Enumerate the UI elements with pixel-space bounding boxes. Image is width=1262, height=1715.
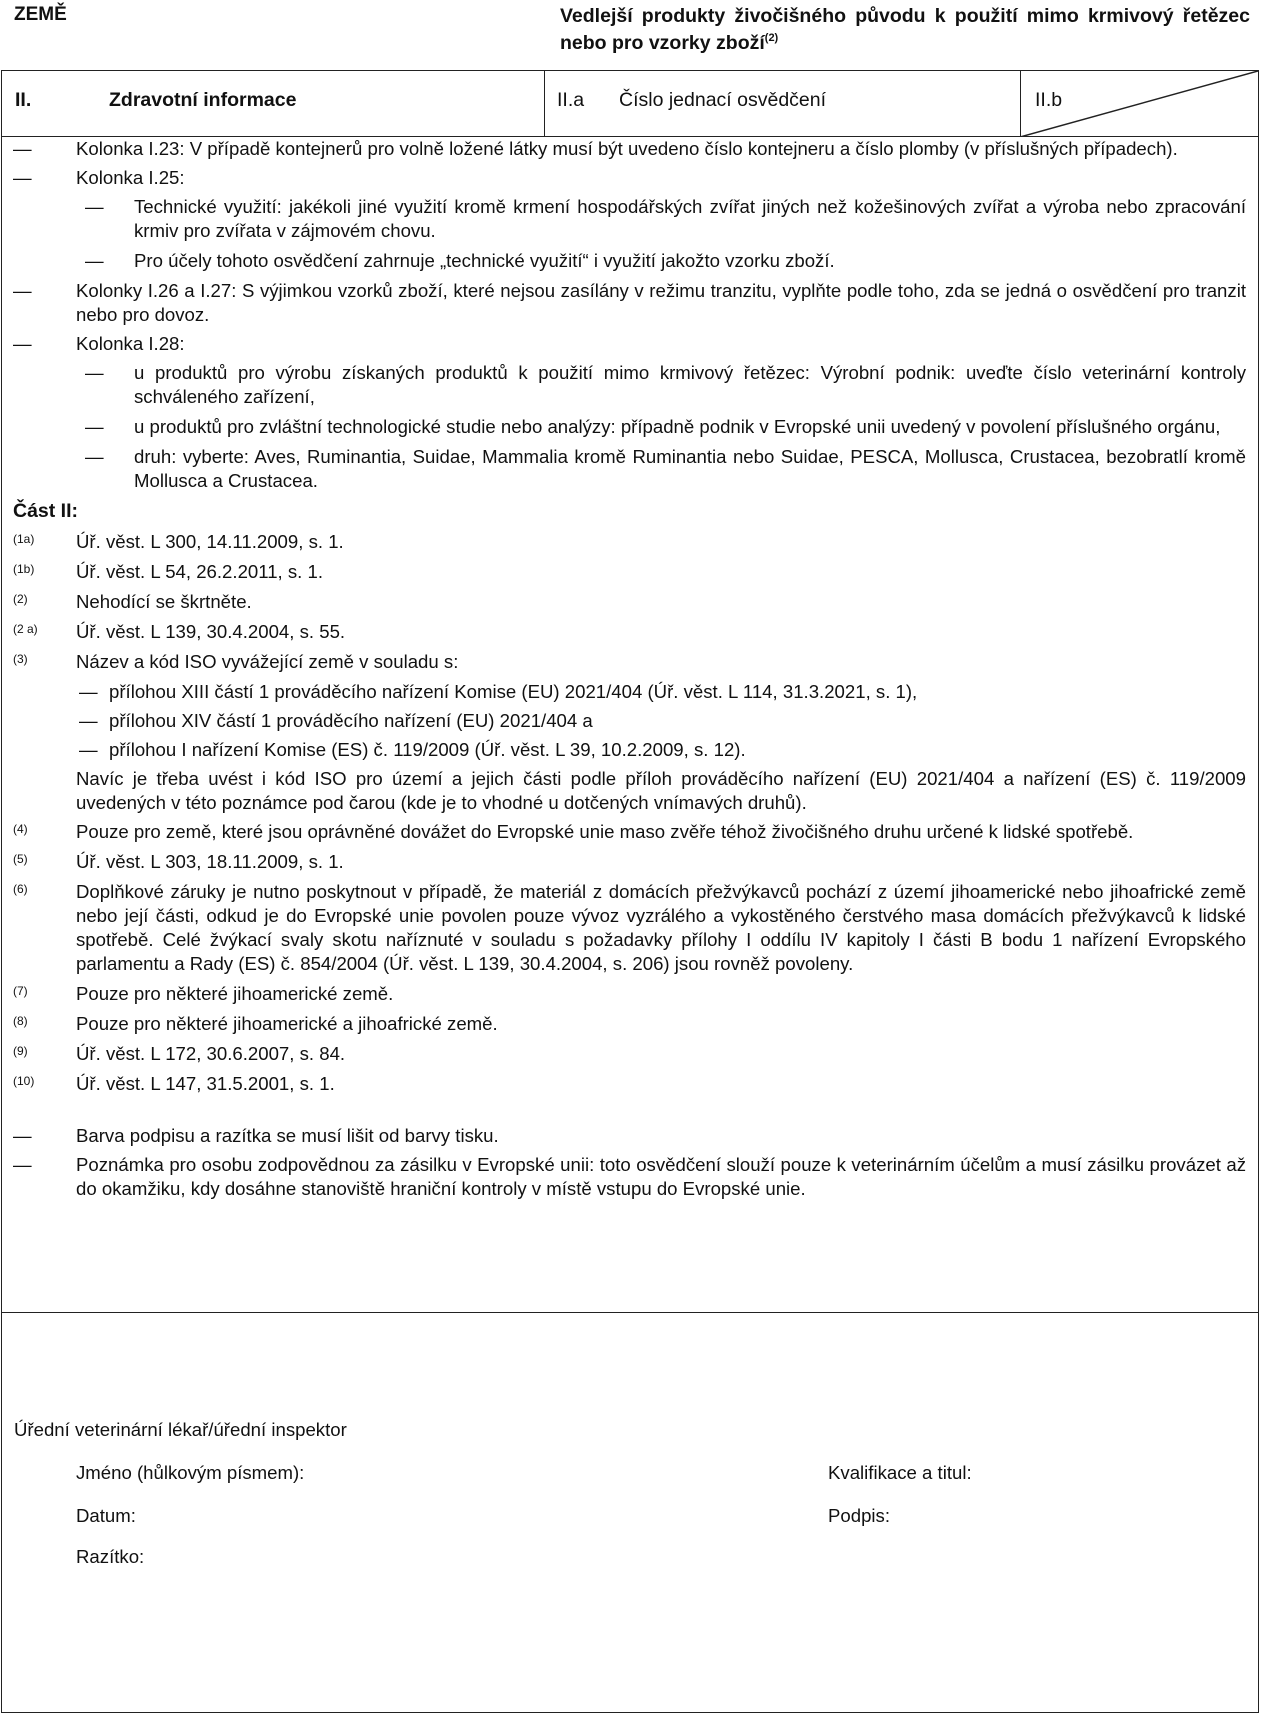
- footnote-subitem: — přílohou I nařízení Komise (ES) č. 119/2009 (Úř. věst. L 39, 10.2.2009, s. 12).: [79, 739, 746, 760]
- signature-section-top-line: [2, 1312, 1258, 1313]
- date-label: Datum:: [76, 1505, 136, 1526]
- list-subitem: — Pro účely tohoto osvědčení zahrnuje „technické využití“ i využití jakožto vzorku zboží.: [85, 250, 835, 271]
- footnote: (9) Úř. věst. L 172, 30.6.2007, s. 84.: [13, 1043, 346, 1064]
- footnote-continuation: Navíc je třeba uvést i kód ISO pro území a jejich části podle příloh prováděcího nařízení (EU) 2021/404 a nařízení (ES) č. 119/2009 uvedených v této poznámce pod čarou (kde je to vhodné u dotčených vnímavých druhů).: [76, 768, 1246, 813]
- footnote: (1b) Úř. věst. L 54, 26.2.2011, s. 1.: [13, 561, 324, 582]
- footnote: (8) Pouze pro některé jihoamerické a jihoafrické země.: [13, 1013, 498, 1034]
- title-note-ref: (2): [764, 32, 779, 44]
- section-b-label: II.b: [1035, 89, 1063, 111]
- list-item: — Kolonka I.25:: [13, 167, 185, 188]
- reference-number-label: II.a: [557, 89, 585, 111]
- stamp-label: Razítko:: [76, 1546, 145, 1567]
- list-subitem: — Technické využití: jakékoli jiné využití kromě krmení hospodářských zvířat jiných než kožešinových zvířat a výroba nebo zpracování krmiv pro zvířata v zájmovém chovu.: [85, 196, 1246, 241]
- qualification-label: Kvalifikace a titul:: [828, 1462, 972, 1483]
- title-text: Vedlejší produkty živočišného původu k použití mimo krmivový řetězec nebo pro vzorky zboží: [560, 5, 1250, 54]
- footnote: (2 a) Úř. věst. L 139, 30.4.2004, s. 55.: [13, 621, 346, 642]
- list-subitem: — u produktů pro výrobu získaných produktů k použití mimo krmivový řetězec: Výrobní podnik: uveďte číslo veterinární kontroly schváleného zařízení,: [85, 362, 1246, 407]
- section-label: Zdravotní informace: [109, 89, 297, 111]
- footnote-subitem: — přílohou XIV částí 1 prováděcího nařízení (EU) 2021/404 a: [79, 710, 593, 731]
- footnote: (10) Úř. věst. L 147, 31.5.2001, s. 1.: [13, 1073, 335, 1094]
- document-title: [560, 3, 1250, 57]
- footnote: (1a) Úř. věst. L 300, 14.11.2009, s. 1.: [13, 531, 344, 552]
- footnote-subitem: — přílohou XIII částí 1 prováděcího nařízení Komise (EU) 2021/404 (Úř. věst. L 114, 31.3.2021, s. 1),: [79, 681, 918, 702]
- name-label: Jméno (hůlkovým písmem):: [76, 1462, 305, 1483]
- notes-content: [13, 137, 1246, 1206]
- list-item: — Kolonka I.28:: [13, 333, 185, 354]
- footnote: (2) Nehodící se škrtněte.: [13, 591, 252, 612]
- country-label: ZEMĚ: [14, 4, 67, 25]
- section-number: II.: [15, 89, 32, 111]
- part-title: Část II:: [13, 500, 79, 522]
- list-item: — Barva podpisu a razítka se musí lišit od barvy tisku.: [13, 1125, 499, 1146]
- divider-vertical-1: [544, 71, 545, 137]
- footnote: (5) Úř. věst. L 303, 18.11.2009, s. 1.: [13, 851, 344, 872]
- signature-title: Úřední veterinární lékař/úřední inspektor: [14, 1419, 347, 1440]
- reference-label: Číslo jednací osvědčení: [619, 89, 827, 111]
- list-item: — Kolonka I.23: V případě kontejnerů pro volně ložené látky musí být uvedeno číslo kontejneru a číslo plomby (v příslušných případech).: [13, 138, 1178, 159]
- list-subitem: — u produktů pro zvláštní technologické studie nebo analýzy: případně podnik v Evropské unii uvedený v povolení příslušného orgánu,: [85, 416, 1221, 437]
- list-item: — Poznámka pro osobu zodpovědnou za zásilku v Evropské unii: toto osvědčení slouží pouze k veterinárním účelům a musí zásilku provázet až do okamžiku, kdy dosáhne stanoviště hraniční kontroly v místě vstupu do Evropské unie.: [13, 1154, 1246, 1199]
- footnote: (3) Název a kód ISO vyvážející země v souladu s:: [13, 651, 459, 672]
- list-subitem: — druh: vyberte: Aves, Ruminantia, Suidae, Mammalia kromě Ruminantia nebo Suidae, PESCA, Mollusca, Crustacea, bezobratlí kromě Mollusca a Crustacea.: [85, 446, 1246, 491]
- list-item: — Kolonky I.26 a I.27: S výjimkou vzorků zboží, které nejsou zasílány v režimu tranzitu, vyplňte podle toho, zda se jedná o osvědčení pro tranzit nebo pro dovoz.: [13, 280, 1246, 325]
- footnote: (6) Doplňkové záruky je nutno poskytnout v případě, že materiál z domácích přežvýkavců pochází z území jihoamerické nebo jihoafrické země nebo její části, odkud je do Evropské unie povolen pouze vývoz vyzrálého a vykostěného čerstvého masa domácích přežvýkavců k lidské spotřebě. Celé žvýkací svaly skotu naříznuté v souladu s požadavky přílohy I oddílu IV kapitoly I části B bodu 1 nařízení Evropského parlamentu a Rady (ES) č. 854/2004 (Úř. věst. L 139, 30.4.2004, s. 206) jsou rovněž povoleny.: [13, 881, 1246, 974]
- footnote: (7) Pouze pro některé jihoamerické země.: [13, 983, 394, 1004]
- signature-label: Podpis:: [828, 1505, 891, 1526]
- footnote: (4) Pouze pro země, které jsou oprávněné dovážet do Evropské unie maso zvěře téhož živočišného druhu určené k lidské spotřebě.: [13, 821, 1134, 842]
